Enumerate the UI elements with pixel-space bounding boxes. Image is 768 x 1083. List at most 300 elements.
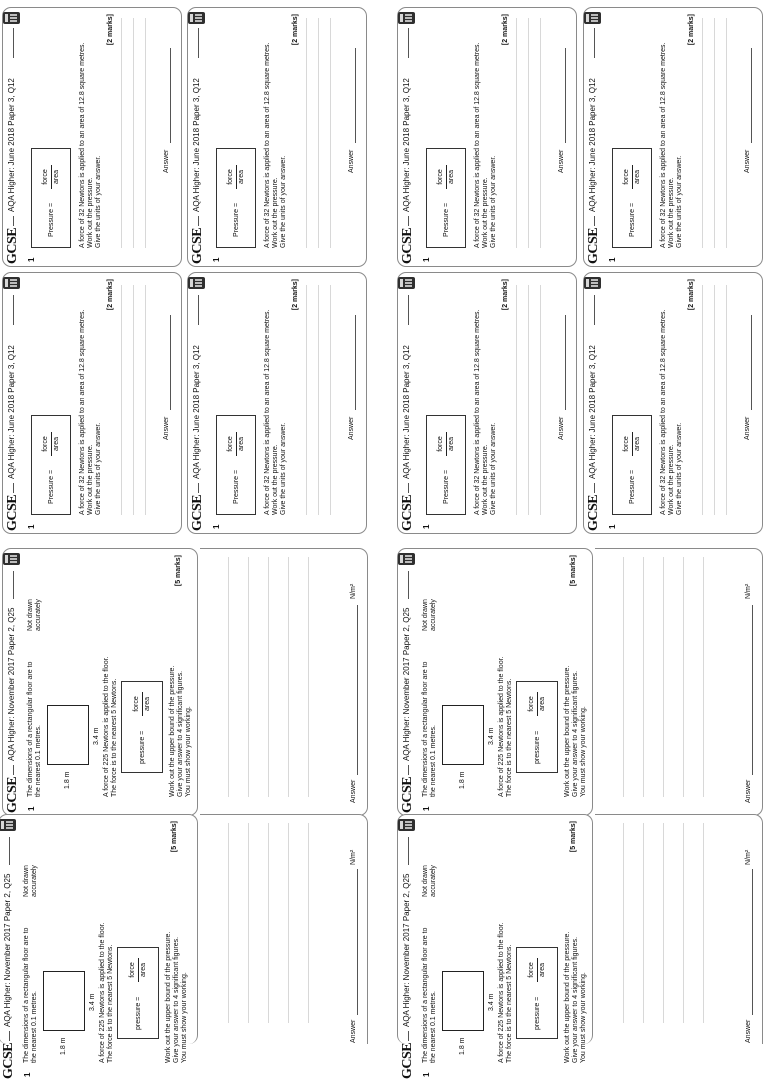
worksheet-card — [187, 7, 367, 267]
header-rule — [13, 216, 14, 226]
header-rule — [408, 837, 409, 865]
question-text: Work out the pressure. — [272, 444, 279, 515]
calculator-icon — [398, 553, 415, 565]
dimension-label: 1.8 m — [60, 1037, 67, 1055]
answer-line[interactable] — [170, 48, 171, 143]
not-drawn-note: Not drawn — [422, 865, 429, 897]
question-text: The force is to the nearest 5 Newtons. — [107, 944, 114, 1063]
floor-rectangle — [43, 971, 85, 1031]
question-text: Give your answer to 4 significant figures. — [572, 670, 579, 797]
question-text: Work out the upper bound of the pressure. — [165, 931, 172, 1063]
answer-panel — [200, 814, 368, 1044]
question-text: The force is to the nearest 5 Newtons. — [506, 678, 513, 797]
fraction-numerator: force — [227, 165, 237, 189]
question-source: AQA Higher: June 2018 Paper 3, Q12 — [588, 78, 597, 212]
question-number: 1 — [422, 1072, 431, 1077]
question-text: Give the units of your answer. — [490, 155, 497, 248]
header-rule — [408, 28, 409, 58]
working-line — [330, 285, 331, 515]
question-source: AQA Higher: June 2018 Paper 3, Q12 — [7, 78, 16, 212]
fraction — [437, 432, 456, 456]
answer-line[interactable] — [752, 869, 753, 1015]
question-number: 1 — [212, 257, 221, 262]
question-number: 1 — [422, 257, 431, 262]
question-source: AQA Higher: November 2017 Paper 2, Q25 — [7, 607, 16, 761]
calculator-icon — [398, 277, 415, 289]
units-label: N/m² — [745, 849, 752, 865]
header-rule — [13, 571, 14, 599]
question-text: The dimensions of a rectangular floor are to — [23, 927, 30, 1063]
working-line — [330, 18, 331, 248]
question-text: Give your answer to 4 significant figures. — [173, 936, 180, 1063]
working-line — [133, 18, 134, 248]
calculator-icon — [188, 277, 205, 289]
marks-label: [2 marks] — [107, 279, 114, 311]
working-line — [228, 557, 229, 797]
working-line — [121, 285, 122, 515]
working-line — [268, 823, 269, 1023]
fraction-denominator: area — [539, 697, 546, 712]
working-line — [643, 557, 644, 797]
formula-box — [121, 681, 163, 773]
formula-label: Pressure = — [233, 469, 240, 504]
gcse-logo: GCSE — [190, 494, 205, 531]
answer-label: Answer — [745, 779, 752, 803]
fraction-denominator: area — [53, 170, 60, 185]
header-rule — [408, 1031, 409, 1041]
formula-box — [216, 148, 256, 248]
header-rule — [408, 765, 409, 775]
marks-label: [2 marks] — [688, 14, 695, 46]
card-header — [188, 273, 208, 535]
calculator-icon — [584, 277, 601, 289]
dimension-label: 3.4 m — [89, 993, 96, 1011]
calculator-icon — [3, 277, 20, 289]
worksheet-card — [397, 548, 593, 816]
units-label: N/m² — [350, 849, 357, 865]
card-header — [188, 8, 208, 268]
marks-label: [2 marks] — [688, 279, 695, 311]
question-text: A force of 225 Newtons is applied to the floor. — [103, 656, 110, 797]
question-text: the nearest 0.1 metres. — [35, 725, 42, 797]
question-text: the nearest 0.1 metres. — [430, 725, 437, 797]
question-text: Work out the pressure. — [272, 177, 279, 248]
working-line — [516, 285, 517, 515]
floor-rectangle — [47, 705, 89, 765]
working-line — [643, 823, 644, 1023]
working-line — [288, 557, 289, 797]
card-header — [0, 815, 19, 1083]
gcse-logo: GCSE — [586, 227, 601, 264]
marks-label: [5 marks] — [171, 821, 178, 853]
question-text: Give the units of your answer. — [95, 422, 102, 515]
working-line — [683, 557, 684, 797]
fraction-denominator: area — [634, 437, 641, 452]
not-drawn-note: accurately — [430, 865, 437, 897]
answer-line[interactable] — [357, 869, 358, 1015]
marks-label: [2 marks] — [502, 279, 509, 311]
fraction-numerator: force — [42, 432, 52, 456]
question-number: 1 — [27, 257, 36, 262]
working-line — [683, 823, 684, 1023]
marks-label: [2 marks] — [502, 14, 509, 46]
fraction — [227, 432, 246, 456]
answer-line[interactable] — [565, 48, 566, 143]
header-rule — [594, 28, 595, 58]
question-source: AQA Higher: June 2018 Paper 3, Q12 — [402, 345, 411, 479]
question-text: The dimensions of a rectangular floor are to — [422, 927, 429, 1063]
working-line — [703, 557, 704, 797]
fraction-numerator: force — [227, 432, 237, 456]
question-text: The force is to the nearest 5 Newtons. — [111, 678, 118, 797]
header-rule — [408, 483, 409, 493]
question-text: Give your answer to 4 significant figures. — [177, 670, 184, 797]
header-rule — [13, 483, 14, 493]
question-text: Give the units of your answer. — [280, 155, 287, 248]
question-text: Work out the upper bound of the pressure. — [564, 665, 571, 797]
fraction-numerator: force — [528, 958, 538, 982]
question-text: Work out the upper bound of the pressure. — [169, 665, 176, 797]
header-rule — [13, 295, 14, 325]
worksheet-card — [2, 272, 182, 534]
question-text: the nearest 0.1 metres. — [430, 991, 437, 1063]
question-text: A force of 32 Newtons is applied to an area of 12.8 square metres. — [474, 309, 481, 515]
fraction-denominator: area — [144, 697, 151, 712]
marks-label: [5 marks] — [175, 555, 182, 587]
formula-box — [216, 415, 256, 515]
marks-label: [5 marks] — [570, 555, 577, 587]
question-text: A force of 32 Newtons is applied to an area of 12.8 square metres. — [264, 309, 271, 515]
answer-line[interactable] — [355, 48, 356, 143]
header-rule — [594, 216, 595, 226]
formula-box — [612, 148, 652, 248]
working-line — [663, 823, 664, 1023]
gcse-logo: GCSE — [1, 1042, 16, 1079]
working-line — [288, 823, 289, 1023]
calculator-icon — [188, 12, 205, 24]
answer-panel — [595, 548, 763, 816]
gcse-logo: GCSE — [400, 494, 415, 531]
fraction — [133, 692, 152, 716]
question-text: Give the units of your answer. — [676, 422, 683, 515]
fraction — [528, 692, 547, 716]
question-text: Work out the pressure. — [87, 177, 94, 248]
working-line — [306, 18, 307, 248]
calculator-icon — [398, 12, 415, 24]
question-source: AQA Higher: June 2018 Paper 3, Q12 — [7, 345, 16, 479]
working-line — [528, 285, 529, 515]
fraction-denominator: area — [140, 963, 147, 978]
answer-label: Answer — [744, 149, 751, 173]
working-line — [145, 18, 146, 248]
formula-label: pressure = — [139, 730, 146, 764]
worksheet-card — [397, 7, 577, 267]
header-rule — [198, 28, 199, 58]
question-text: Work out the pressure. — [87, 444, 94, 515]
fraction-numerator: force — [623, 432, 633, 456]
fraction-numerator: force — [528, 692, 538, 716]
working-line — [663, 557, 664, 797]
question-text: The force is to the nearest 5 Newtons. — [506, 944, 513, 1063]
units-label: N/m² — [745, 583, 752, 599]
answer-panel — [200, 548, 368, 816]
fraction — [227, 165, 246, 189]
working-line — [133, 285, 134, 515]
question-text: You must show your working. — [185, 706, 192, 797]
marks-label: [2 marks] — [292, 279, 299, 311]
question-text: You must show your working. — [580, 972, 587, 1063]
formula-box — [426, 148, 466, 248]
formula-label: Pressure = — [629, 469, 636, 504]
question-source: AQA Higher: June 2018 Paper 3, Q12 — [402, 78, 411, 212]
calculator-icon — [398, 819, 415, 831]
answer-label: Answer — [350, 779, 357, 803]
answer-label: Answer — [163, 149, 170, 173]
dimension-label: 3.4 m — [488, 993, 495, 1011]
question-text: Work out the upper bound of the pressure. — [564, 931, 571, 1063]
not-drawn-note: Not drawn — [422, 599, 429, 631]
answer-line[interactable] — [751, 315, 752, 410]
header-rule — [408, 295, 409, 325]
calculator-icon — [0, 819, 16, 831]
floor-rectangle — [442, 705, 484, 765]
answer-label: Answer — [744, 416, 751, 440]
working-line — [228, 823, 229, 1023]
question-number: 1 — [608, 524, 617, 529]
question-number: 1 — [23, 1072, 32, 1077]
question-number: 1 — [422, 806, 431, 811]
gcse-logo: GCSE — [400, 1042, 415, 1079]
header-rule — [594, 295, 595, 325]
question-text: A force of 32 Newtons is applied to an area of 12.8 square metres. — [474, 42, 481, 248]
formula-label: pressure = — [534, 996, 541, 1030]
question-source: AQA Higher: June 2018 Paper 3, Q12 — [588, 345, 597, 479]
card-header — [398, 8, 418, 268]
gcse-logo: GCSE — [400, 776, 415, 813]
fraction-numerator: force — [42, 165, 52, 189]
fraction-numerator: force — [437, 432, 447, 456]
fraction — [623, 165, 642, 189]
worksheet-card — [583, 7, 763, 267]
answer-line[interactable] — [357, 605, 358, 775]
question-text: Work out the pressure. — [482, 444, 489, 515]
working-line — [318, 18, 319, 248]
question-text: A force of 32 Newtons is applied to an area of 12.8 square metres. — [660, 42, 667, 248]
working-line — [623, 557, 624, 797]
gcse-logo: GCSE — [5, 227, 20, 264]
working-line — [703, 823, 704, 1023]
not-drawn-note: accurately — [430, 599, 437, 631]
floor-rectangle — [442, 971, 484, 1031]
working-line — [528, 18, 529, 248]
formula-label: Pressure = — [629, 202, 636, 237]
question-number: 1 — [212, 524, 221, 529]
answer-label: Answer — [558, 416, 565, 440]
calculator-icon — [3, 12, 20, 24]
fraction — [42, 432, 61, 456]
working-line — [308, 557, 309, 797]
answer-line[interactable] — [751, 48, 752, 143]
question-text: Give the units of your answer. — [280, 422, 287, 515]
answer-label: Answer — [163, 416, 170, 440]
worksheet-card — [397, 814, 593, 1079]
working-line — [248, 823, 249, 1023]
calculator-icon — [3, 553, 20, 565]
formula-label: Pressure = — [443, 469, 450, 504]
gcse-logo: GCSE — [586, 494, 601, 531]
header-rule — [9, 837, 10, 865]
question-text: A force of 225 Newtons is applied to the floor. — [498, 656, 505, 797]
formula-label: pressure = — [135, 996, 142, 1030]
formula-box — [516, 681, 558, 773]
question-text: A force of 32 Newtons is applied to an area of 12.8 square metres. — [79, 309, 86, 515]
answer-label: Answer — [745, 1019, 752, 1043]
working-line — [714, 285, 715, 515]
question-text: Give the units of your answer. — [490, 422, 497, 515]
question-number: 1 — [27, 806, 36, 811]
dimension-label: 1.8 m — [459, 771, 466, 789]
fraction-denominator: area — [448, 437, 455, 452]
working-line — [540, 18, 541, 248]
question-text: the nearest 0.1 metres. — [31, 991, 38, 1063]
answer-line[interactable] — [565, 315, 566, 410]
worksheet-card — [397, 272, 577, 534]
header-rule — [594, 483, 595, 493]
working-line — [121, 18, 122, 248]
answer-panel — [595, 814, 763, 1044]
working-line — [726, 285, 727, 515]
answer-line[interactable] — [355, 315, 356, 410]
question-source: AQA Higher: November 2017 Paper 2, Q25 — [402, 607, 411, 761]
fraction-denominator: area — [539, 963, 546, 978]
fraction-denominator: area — [448, 170, 455, 185]
working-line — [145, 285, 146, 515]
working-line — [540, 285, 541, 515]
answer-line[interactable] — [752, 605, 753, 775]
worksheet-card — [187, 272, 367, 534]
worksheet-card — [0, 814, 198, 1079]
answer-label: Answer — [348, 149, 355, 173]
header-rule — [408, 216, 409, 226]
answer-line[interactable] — [170, 315, 171, 410]
worksheet-card — [2, 548, 198, 816]
formula-box — [31, 148, 71, 248]
working-line — [702, 18, 703, 248]
question-text: You must show your working. — [580, 706, 587, 797]
working-line — [308, 823, 309, 1023]
header-rule — [198, 295, 199, 325]
working-line — [268, 557, 269, 797]
formula-box — [516, 947, 558, 1039]
gcse-logo: GCSE — [190, 227, 205, 264]
question-text: Work out the pressure. — [668, 177, 675, 248]
fraction — [129, 958, 148, 982]
header-rule — [198, 483, 199, 493]
working-line — [702, 285, 703, 515]
question-text: Work out the pressure. — [482, 177, 489, 248]
header-rule — [9, 1031, 10, 1041]
formula-box — [426, 415, 466, 515]
question-text: Work out the pressure. — [668, 444, 675, 515]
question-text: A force of 225 Newtons is applied to the floor. — [498, 922, 505, 1063]
formula-label: Pressure = — [48, 202, 55, 237]
card-header — [3, 8, 23, 268]
question-text: A force of 32 Newtons is applied to an area of 12.8 square metres. — [264, 42, 271, 248]
gcse-logo: GCSE — [5, 494, 20, 531]
question-source: AQA Higher: June 2018 Paper 3, Q12 — [192, 345, 201, 479]
dimension-label: 3.4 m — [93, 727, 100, 745]
header-rule — [13, 28, 14, 58]
working-line — [248, 557, 249, 797]
fraction-numerator: force — [623, 165, 633, 189]
card-header — [584, 8, 604, 268]
question-text: You must show your working. — [181, 972, 188, 1063]
question-source: AQA Higher: June 2018 Paper 3, Q12 — [192, 78, 201, 212]
fraction — [42, 165, 61, 189]
dimension-label: 1.8 m — [64, 771, 71, 789]
calculator-icon — [584, 12, 601, 24]
card-header — [398, 549, 418, 817]
fraction-numerator: force — [129, 958, 139, 982]
fraction — [437, 165, 456, 189]
fraction-denominator: area — [238, 170, 245, 185]
worksheet-card — [2, 7, 182, 267]
question-text: The dimensions of a rectangular floor are to — [422, 661, 429, 797]
header-rule — [408, 571, 409, 599]
formula-label: Pressure = — [233, 202, 240, 237]
fraction-numerator: force — [133, 692, 143, 716]
gcse-logo: GCSE — [5, 776, 20, 813]
units-label: N/m² — [350, 583, 357, 599]
question-text: Give your answer to 4 significant figures. — [572, 936, 579, 1063]
marks-label: [2 marks] — [107, 14, 114, 46]
not-drawn-note: Not drawn — [23, 865, 30, 897]
formula-label: Pressure = — [443, 202, 450, 237]
marks-label: [2 marks] — [292, 14, 299, 46]
working-line — [306, 285, 307, 515]
working-line — [726, 18, 727, 248]
header-rule — [198, 216, 199, 226]
fraction-denominator: area — [53, 437, 60, 452]
working-line — [516, 18, 517, 248]
fraction — [623, 432, 642, 456]
header-rule — [13, 765, 14, 775]
answer-label: Answer — [350, 1019, 357, 1043]
card-header — [3, 273, 23, 535]
formula-box — [31, 415, 71, 515]
answer-label: Answer — [558, 149, 565, 173]
fraction-numerator: force — [437, 165, 447, 189]
fraction-denominator: area — [238, 437, 245, 452]
question-source: AQA Higher: November 2017 Paper 2, Q25 — [3, 873, 12, 1027]
question-number: 1 — [608, 257, 617, 262]
dimension-label: 3.4 m — [488, 727, 495, 745]
working-line — [318, 285, 319, 515]
formula-label: pressure = — [534, 730, 541, 764]
question-text: The dimensions of a rectangular floor are to — [27, 661, 34, 797]
question-source: AQA Higher: November 2017 Paper 2, Q25 — [402, 873, 411, 1027]
formula-box — [612, 415, 652, 515]
question-text: A force of 32 Newtons is applied to an area of 12.8 square metres. — [660, 309, 667, 515]
not-drawn-note: accurately — [35, 599, 42, 631]
question-text: A force of 32 Newtons is applied to an area of 12.8 square metres. — [79, 42, 86, 248]
worksheet-card — [583, 272, 763, 534]
working-line — [623, 823, 624, 1023]
question-text: A force of 225 Newtons is applied to the floor. — [99, 922, 106, 1063]
question-text: Give the units of your answer. — [676, 155, 683, 248]
card-header — [398, 273, 418, 535]
dimension-label: 1.8 m — [459, 1037, 466, 1055]
